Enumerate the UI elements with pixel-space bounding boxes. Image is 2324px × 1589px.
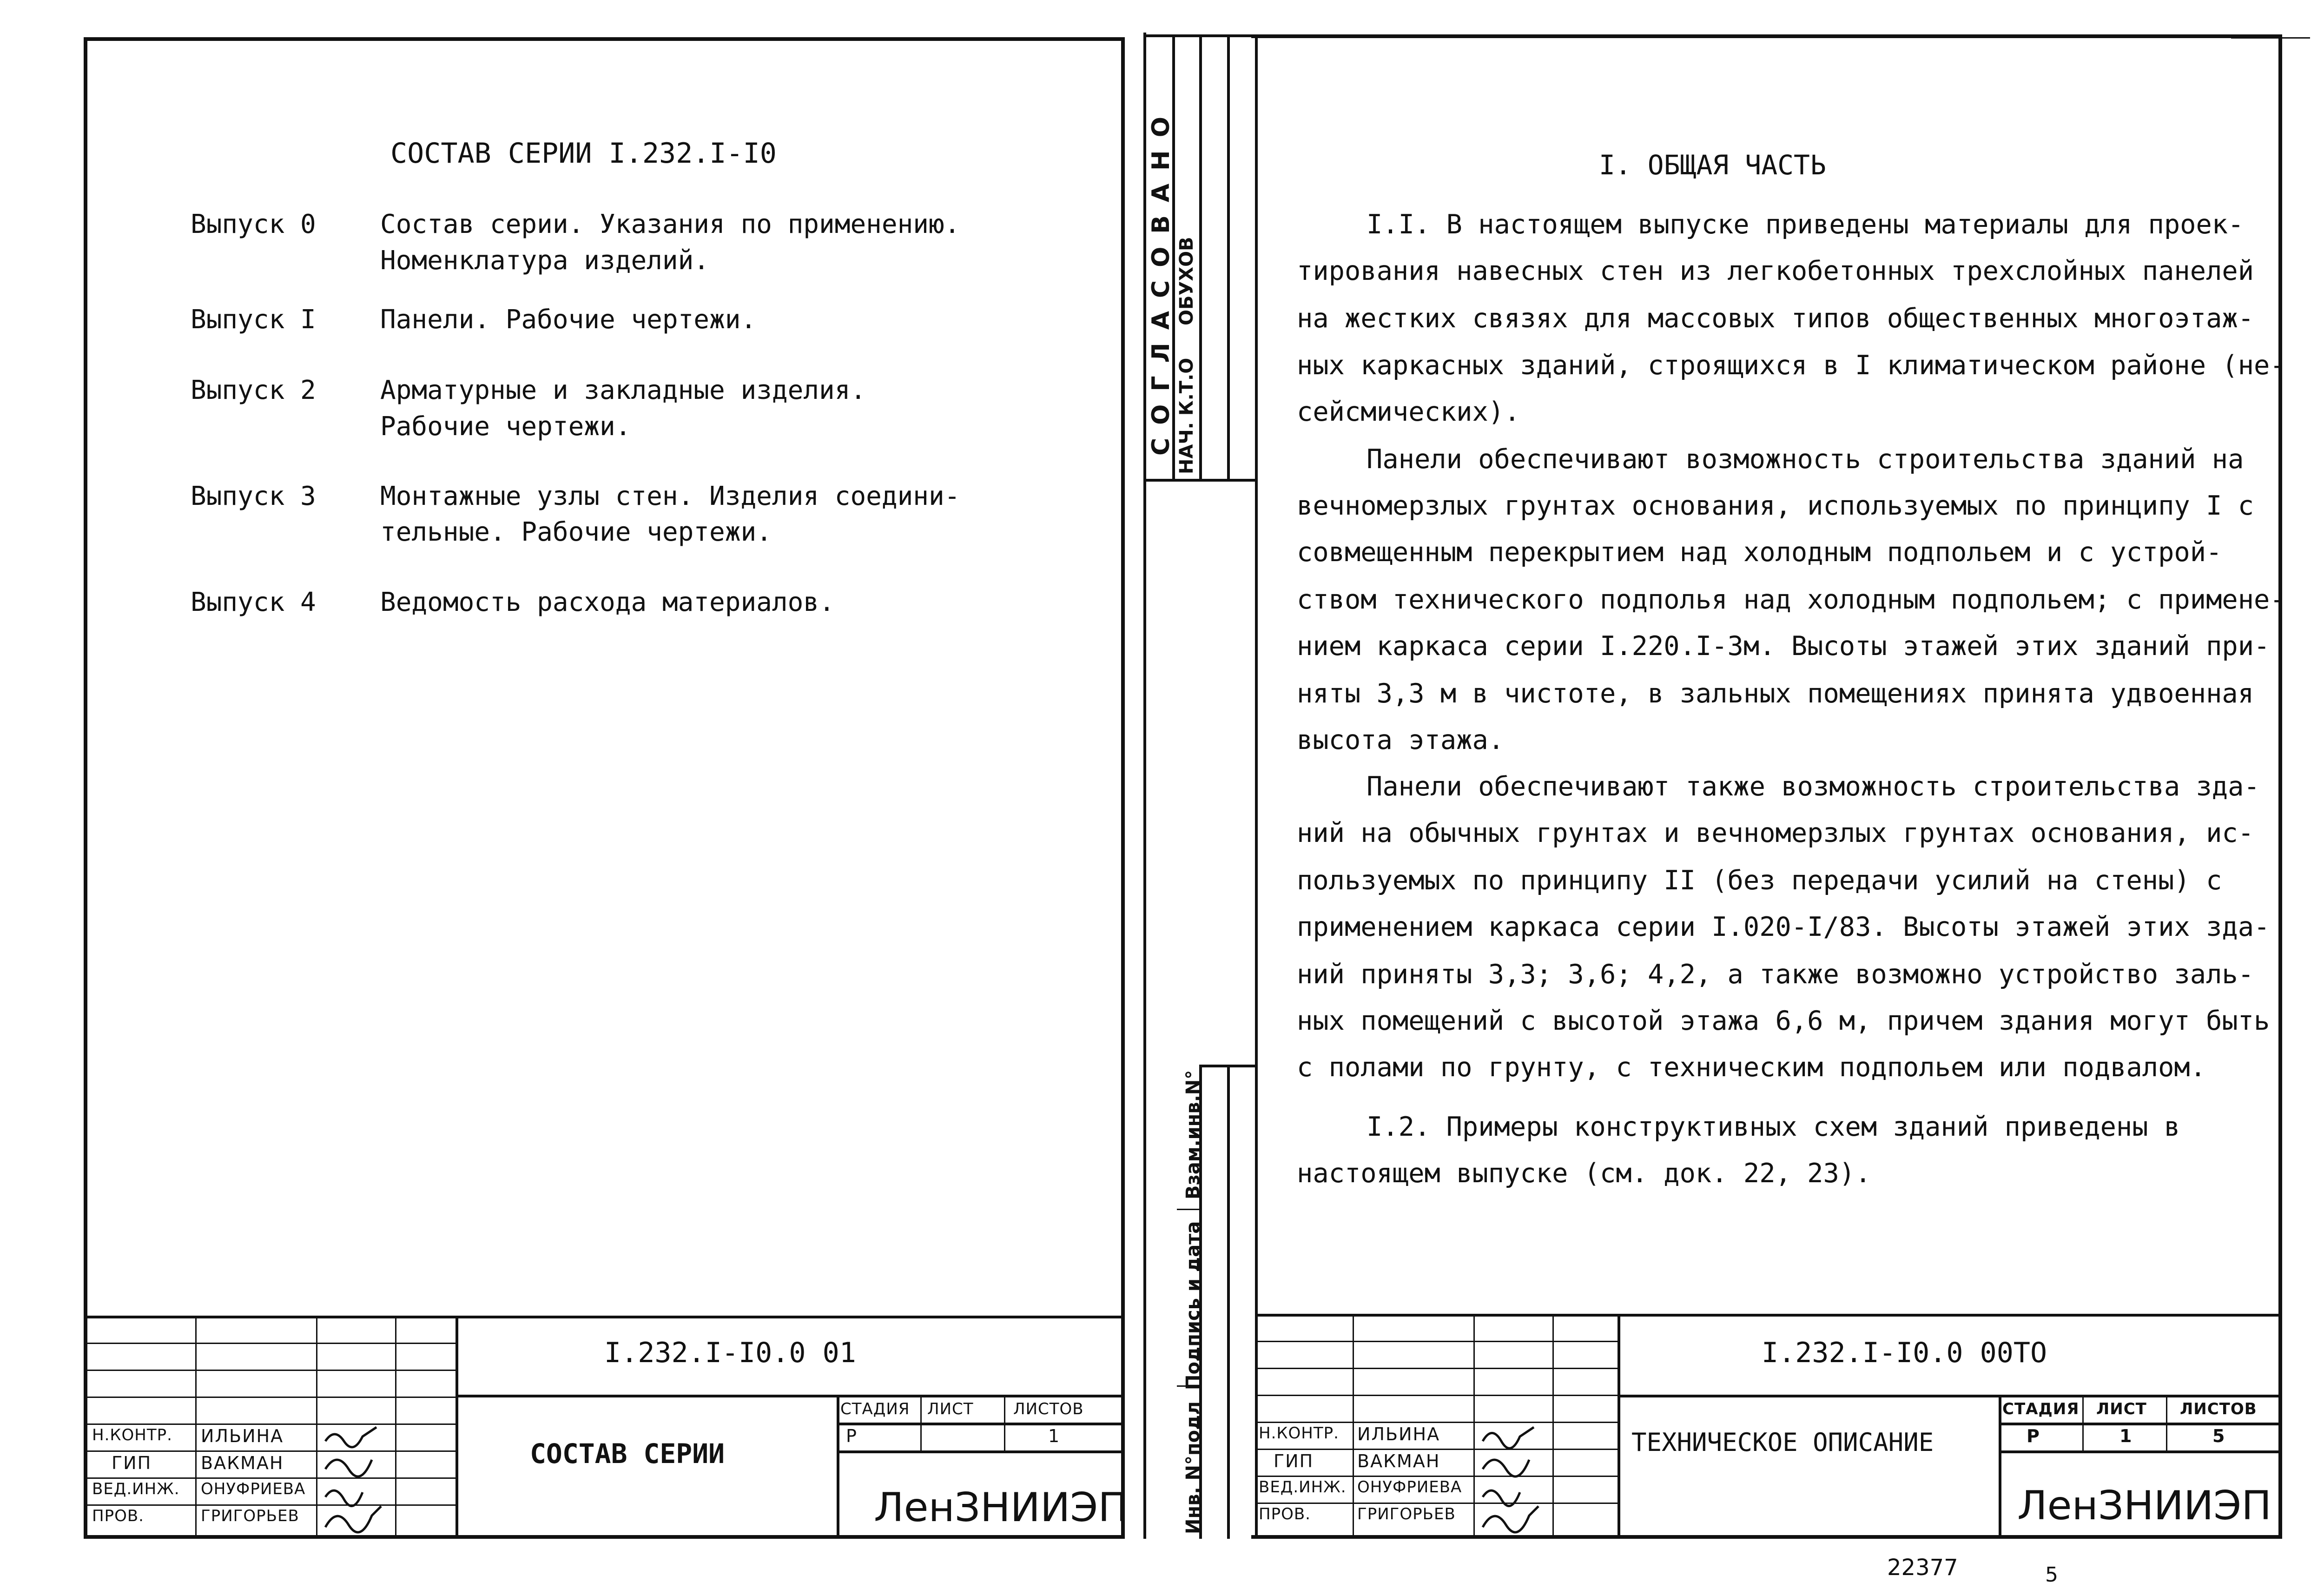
body-line: применением каркаса серии I.020-I/83. Высоты этажей этих зда- [1297, 912, 2270, 942]
issue-text: Рабочие чертежи. [380, 411, 631, 442]
body-line: сейсмических). [1297, 397, 1520, 427]
role-name: ГРИГОРЬЕВ [1357, 1505, 1456, 1523]
body-line: совмещенным перекрытием над холодным подпольем и с устрой- [1297, 537, 2222, 568]
issue-text: Номенклатура изделий. [380, 245, 710, 276]
body-line: I.2. Примеры конструктивных схем зданий приведены в [1367, 1112, 2180, 1142]
role-name: ВАКМАН [201, 1453, 284, 1473]
issue-label: Выпуск 3 [191, 481, 316, 511]
sheets-value: 1 [1048, 1426, 1061, 1446]
body-line: ных каркасных зданий, строящихся в I климатическом районе (не- [1297, 350, 2286, 381]
body-line: вечномерзлых грунтах основания, используемых по принципу I с [1297, 490, 2254, 521]
signatures-image [1478, 1418, 1552, 1534]
left-sheet-title: СОСТАВ СЕРИИ I.232.I-I0 [390, 137, 777, 170]
body-line: настоящем выпуске (см. док. 22, 23). [1297, 1158, 1871, 1189]
footer-page-number: 5 [2045, 1563, 2058, 1587]
role-name: ОНУФРИЕВА [1357, 1478, 1462, 1496]
doc-code: I.232.I-I0.0 00ТО [1762, 1337, 2047, 1369]
doc-code: I.232.I-I0.0 01 [604, 1337, 856, 1369]
sheet-header: ЛИСТ [927, 1400, 974, 1418]
stage-value: Р [846, 1426, 858, 1446]
issue-text: Панели. Рабочие чертежи. [380, 305, 757, 335]
body-line: ных помещений с высотой этажа 6,6 м, причем здания могут быть [1297, 1006, 2270, 1036]
body-line: ством технического подполья над холодным подпольем; с примене- [1297, 584, 2286, 615]
body-line: на жестких связях для массовых типов общественных многоэтаж- [1297, 303, 2254, 334]
role-name: ВАКМАН [1357, 1451, 1440, 1471]
agreed-label: СОГЛАСОВАНО [1147, 104, 1175, 456]
sheets-header: ЛИСТОВ [1013, 1400, 1084, 1418]
role-label: ПРОВ. [92, 1507, 144, 1525]
organization-name: ЛенЗНИИЭП [2017, 1483, 2271, 1529]
body-line: Панели обеспечивают возможность строительства зданий на [1367, 444, 2244, 475]
role-name: ИЛЬИНА [201, 1426, 284, 1446]
section-heading: I. ОБЩАЯ ЧАСТЬ [1599, 149, 1826, 181]
stage-header: СТАДИЯ [840, 1400, 910, 1418]
role-name: ОНУФРИЕВА [201, 1480, 306, 1498]
issue-label: Выпуск 2 [191, 375, 316, 405]
chief-label: НАЧ. К.Т.О [1176, 358, 1197, 474]
issue-text: тельные. Рабочие чертежи. [380, 517, 772, 547]
body-line: ний на обычных грунтах и вечномерзлых грунтах основания, ис- [1297, 818, 2254, 848]
sheets-value: 5 [2212, 1426, 2226, 1446]
body-line: пользуемых по принципу II (без передачи усилий на стены) с [1297, 865, 2222, 896]
issue-label: Выпуск 0 [191, 209, 316, 239]
doc-name: СОСТАВ СЕРИИ [530, 1438, 725, 1470]
signatures-image [321, 1423, 395, 1534]
sheets-header: ЛИСТОВ [2180, 1400, 2257, 1418]
issue-text: Арматурные и закладные изделия. [380, 375, 866, 405]
role-label: ГИП [1274, 1451, 1314, 1471]
sheet-value: 1 [2119, 1426, 2133, 1446]
body-line: ний приняты 3,3; 3,6; 4,2, а также возможно устройство заль- [1297, 959, 2254, 990]
doc-name: ТЕХНИЧЕСКОЕ ОПИСАНИЕ [1631, 1428, 1934, 1457]
issue-label: Выпуск I [191, 305, 316, 335]
organization-name: ЛенЗНИИЭП [874, 1484, 1128, 1531]
body-line: I.I. В настоящем выпуске приведены материалы для проек- [1367, 209, 2244, 240]
issue-text: Ведомость расхода материалов. [380, 587, 835, 617]
archive-number: 22377 [1887, 1555, 1958, 1581]
role-label: ГИП [112, 1453, 152, 1473]
sheet-header: ЛИСТ [2096, 1400, 2147, 1418]
role-label: Н.КОНТР. [1259, 1424, 1339, 1443]
body-line: тирования навесных стен из легкобетонных трехслойных панелей [1297, 256, 2254, 286]
body-line: нием каркаса серии I.220.I-3м. Высоты этажей этих зданий при- [1297, 631, 2270, 662]
chief-name: ОБУХОВ [1176, 237, 1197, 325]
role-label: ВЕД.ИНЖ. [92, 1480, 180, 1498]
interchange-inv-label: Взам.инв.N° [1182, 1070, 1204, 1199]
inv-original-label: Инв. N°подл [1182, 1401, 1204, 1534]
role-name: ИЛЬИНА [1357, 1424, 1440, 1444]
stage-header: СТАДИЯ [2002, 1400, 2080, 1418]
issue-label: Выпуск 4 [191, 587, 316, 617]
issue-text: Монтажные узлы стен. Изделия соедини- [380, 481, 960, 511]
body-line: няты 3,3 м в чистоте, в зальных помещениях принята удвоенная [1297, 678, 2254, 709]
role-label: ВЕД.ИНЖ. [1259, 1478, 1347, 1496]
role-name: ГРИГОРЬЕВ [201, 1507, 299, 1525]
role-label: ПРОВ. [1259, 1505, 1311, 1523]
issue-text: Состав серии. Указания по применению. [380, 209, 960, 239]
stage-value: Р [2027, 1426, 2040, 1446]
body-line: высота этажа. [1297, 725, 1505, 755]
body-line: Панели обеспечивают также возможность строительства зда- [1367, 771, 2260, 802]
body-line: с полами по грунту, с техническим подпольем или подвалом. [1297, 1052, 2206, 1083]
signature-date-label: Подпись и дата [1182, 1221, 1204, 1390]
role-label: Н.КОНТР. [92, 1426, 172, 1444]
